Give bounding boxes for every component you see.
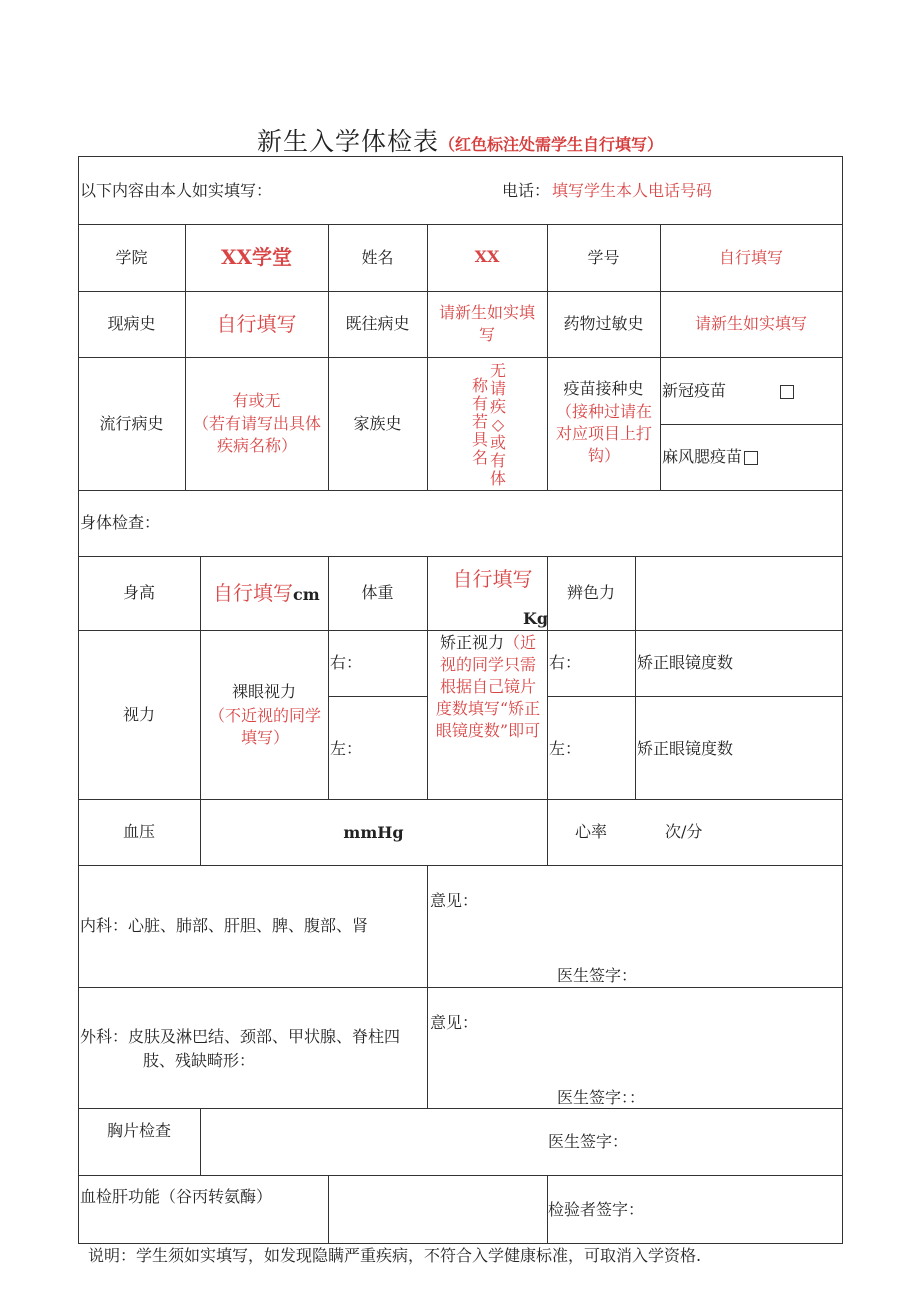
vaccine-label: 疫苗接种史 [563,379,644,398]
corrected-right-label: 右： [549,653,582,672]
student-id-label: 学号 [587,248,620,267]
color-vision-label: 辨色力 [566,583,615,602]
height-unit: cm [293,585,320,604]
naked-vision-label: 裸眼视力 [231,682,296,701]
phone-field[interactable]: 填写学生本人电话号码 [552,181,713,200]
internal-sign[interactable]: 医生签字： [557,966,638,985]
lens-left-field[interactable]: 矫正眼镜度数 [637,739,734,758]
footer-note: 说明：学生须如实填写，如发现隐瞒严重疾病，不符合入学健康标准，可取消入学资格. [88,1246,702,1265]
current-illness-field[interactable]: 自行填写 [216,312,297,336]
allergy-field[interactable]: 请新生如实填写 [694,314,807,333]
weight-label: 体重 [361,583,394,602]
college-label: 学院 [115,248,148,267]
bp-field[interactable]: mmHg [343,823,404,842]
heart-rate-label: 心率 [574,822,607,841]
height-label: 身高 [122,583,155,602]
surgery-label: 外科：皮肤及淋巴结、颈部、甲状腺、脊柱四 [80,1027,401,1046]
family-history-label: 家族史 [353,414,402,433]
liver-label: 血检肝功能（谷丙转氨酶） [80,1187,273,1206]
vaccine-note: （接种过请在对应项目上打钩） [555,402,652,465]
chest-label: 胸片检查 [106,1121,171,1140]
liver-sign[interactable]: 检验者签字： [548,1200,645,1219]
naked-right-label: 右： [330,653,363,672]
surgery-sign[interactable]: 医生签字：： [557,1088,646,1107]
family-history-col-left[interactable]: 称有若具名 [471,376,488,467]
corrected-vision-label: 矫正视力 [439,633,504,652]
intro-label: 以下内容由本人如实填写： [80,181,273,200]
bp-label: 血压 [122,822,155,841]
student-id-field[interactable]: 自行填写 [718,248,783,267]
page-title [0,122,920,158]
allergy-label: 药物过敏史 [563,314,644,333]
past-illness-field[interactable]: 请新生如实填写 [438,303,535,344]
college-field[interactable]: XX学堂 [220,245,293,269]
surgery-label-2: 肢、残缺畸形： [143,1051,256,1070]
epidemic-note: （若有请写出具体疾病名称） [192,414,321,455]
title-main: 新生入学体检表 [256,127,439,156]
weight-unit: Kg [523,609,549,628]
epidemic-label: 流行病史 [99,414,164,433]
vision-label: 视力 [122,705,155,724]
lens-right-field[interactable]: 矫正眼镜度数 [637,653,734,672]
past-illness-label: 既往病史 [345,314,410,333]
corrected-vision-note: （近视的同学只需根据自己镜片度数填写“矫正眼镜度数”即可 [435,633,541,740]
vaccine-covid-checkbox[interactable] [780,385,794,399]
vaccine-mmr[interactable] [662,446,758,468]
vaccine-mmr-label: 麻风腮疫苗 [662,447,743,466]
height-field[interactable] [213,580,320,608]
internal-opinion[interactable]: 意见： [430,891,479,910]
title-note: （红色标注处需学生自行填写） [439,135,664,154]
naked-left-label: 左： [330,739,363,758]
exam-section-label: 身体检查： [80,513,161,532]
height-value: 自行填写 [213,581,293,605]
name-field[interactable]: XX [474,247,500,266]
vaccine-covid[interactable] [662,380,794,402]
internal-label: 内科：心脏、肺部、肝胆、脾、腹部、肾 [80,916,369,935]
corrected-left-label: 左： [549,739,582,758]
surgery-opinion[interactable]: 意见： [430,1013,479,1032]
phone-label: 电话： [502,181,551,200]
epidemic-field[interactable]: 有或无 [232,391,281,410]
corrected-vision-block [433,632,543,742]
vaccine-mmr-checkbox[interactable] [744,451,758,465]
naked-vision-note: （不近视的同学填写） [208,706,321,747]
heart-rate-field[interactable]: 次/分 [665,822,703,841]
name-label: 姓名 [361,248,394,267]
weight-field[interactable]: 自行填写 [452,567,533,591]
vaccine-covid-label: 新冠疫苗 [662,381,727,400]
chest-sign[interactable]: 医生签字： [548,1132,629,1151]
family-history-col-right[interactable]: 无请疾◇或有体 [489,361,506,488]
current-illness-label: 现病史 [107,314,156,333]
